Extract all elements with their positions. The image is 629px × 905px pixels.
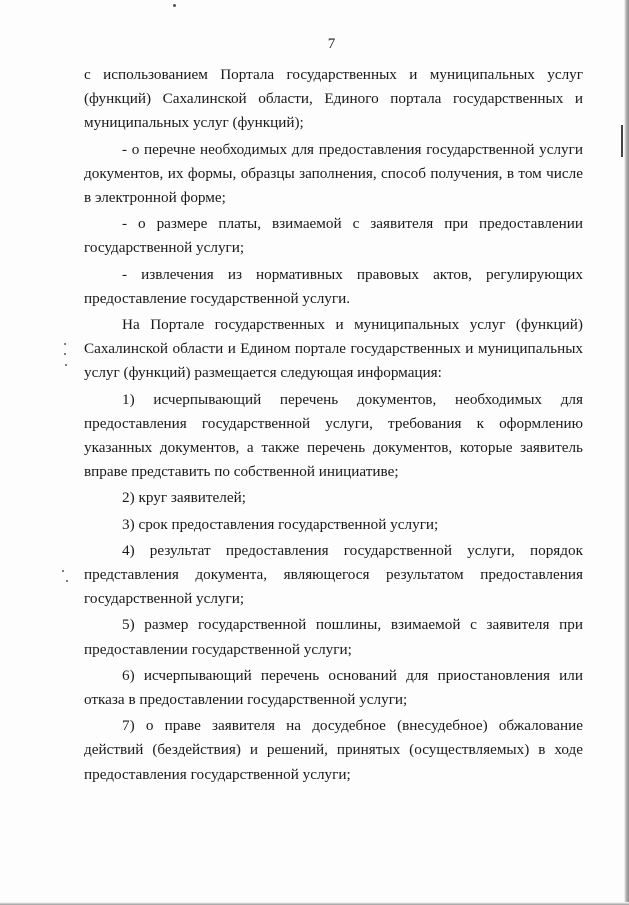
scan-speck bbox=[66, 580, 68, 582]
paragraph: 5) размер государственной пошлины, взимаемой с заявителя при предоставлении государственной услуги; bbox=[84, 616, 583, 658]
scan-edge-shadow bbox=[624, 0, 629, 905]
paragraph: - извлечения из нормативных правовых актов, регулирующих предоставление государственной услуги. bbox=[84, 265, 583, 307]
scan-speck bbox=[173, 4, 176, 7]
scan-edge-mark bbox=[621, 125, 623, 157]
paragraph: - о перечне необходимых для предоставления государственной услуги документов, их формы, образцы заполнения, способ получения, в том числе в электронной форме; bbox=[84, 140, 583, 207]
paragraph: 6) исчерпывающий перечень оснований для приостановления или отказа в предоставлении государственной услуги; bbox=[84, 666, 583, 709]
paragraph: 4) результат предоставления государственной услуги, порядок представления документа, являющегося результатом предоставления государственной услуги; bbox=[84, 541, 583, 608]
scan-speck bbox=[64, 343, 66, 345]
paragraph: 2) круг заявителей; bbox=[122, 489, 246, 507]
paragraph: 1) исчерпывающий перечень документов, необходимых для предоставления государственной услуги, требования к оформлению указанных документов, а также перечень документов, которые заявитель вправе представить по собственной инициативе; bbox=[84, 390, 583, 481]
paragraph: - о размере платы, взимаемой с заявителя при предоставлении государственной услуги; bbox=[84, 215, 583, 257]
paragraph: На Портале государственных и муниципальных услуг (функций) Сахалинской области и Едином портале государственных и муниципальных услуг (функций) размещается следующая информация: bbox=[84, 316, 583, 382]
document-body bbox=[84, 63, 583, 789]
paragraph: с использованием Портала государственных и муниципальных услуг (функций) Сахалинской области, Единого портала государственных и муниципальных услуг (функций); bbox=[84, 66, 583, 132]
scan-speck bbox=[65, 364, 67, 366]
page-number: 7 bbox=[327, 36, 336, 52]
paragraph: 7) о праве заявителя на досудебное (внесудебное) обжалование действий (бездействия) и решений, принятых (осуществляемых) в ходе предоставления государственной услуги; bbox=[84, 717, 583, 783]
scan-speck bbox=[62, 570, 64, 572]
paragraph: 3) срок предоставления государственной услуги; bbox=[122, 515, 439, 533]
scan-speck bbox=[64, 353, 66, 355]
